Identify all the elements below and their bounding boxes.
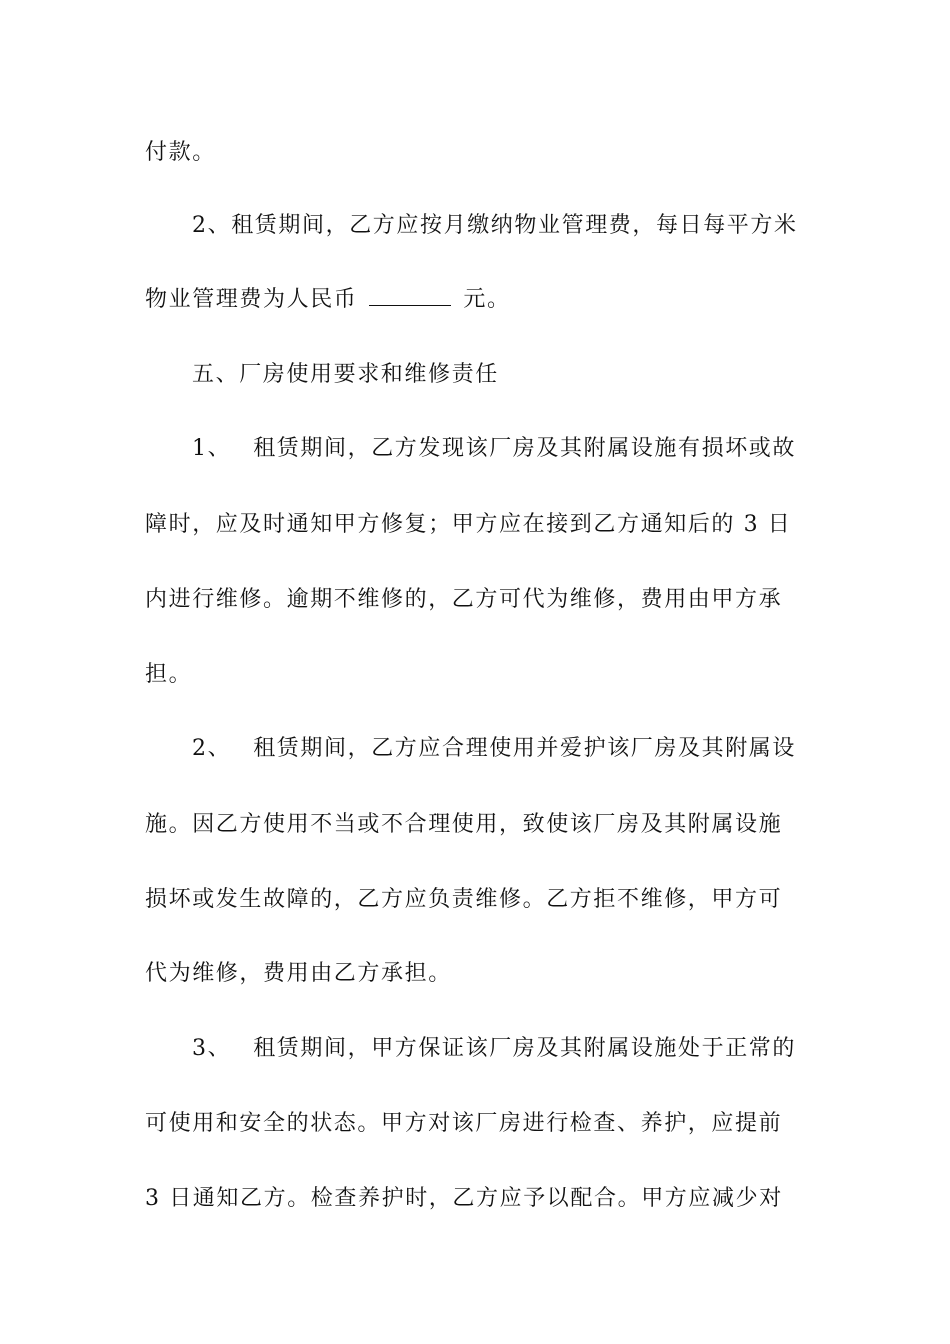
paragraph-line [145,133,810,173]
line-text: 3 日通知乙方。检查养护时，乙方应予以配合。甲方应减少对 [145,1186,783,1211]
line-text: 物业管理费为人民币 [145,287,358,312]
line-text: 担。 [145,662,193,687]
line-text: 租赁期间，乙方应合理使用并爱护该厂房及其附属设 [253,736,797,761]
line-text: 可使用和安全的状态。甲方对该厂房进行检查、养护，应提前 [145,1111,783,1136]
line-text: 施。因乙方使用不当或不合理使用，致使该厂房及其附属设施 [145,812,783,837]
paragraph-line [145,655,810,695]
paragraph-line [145,880,810,920]
item-number: 2、 [192,736,232,761]
paragraph-line [192,206,857,246]
paragraph-line [145,280,810,320]
paragraph-line [192,729,857,769]
line-text: 代为维修，费用由乙方承担。 [145,961,452,986]
paragraph-line [145,1179,810,1219]
section-heading [192,355,857,395]
line-text: 付款。 [145,140,216,165]
paragraph-line [145,580,810,620]
line-text: 租赁期间，甲方保证该厂房及其附属设施处于正常的 [253,1036,797,1061]
paragraph-line [145,805,810,845]
line-text: 租赁期间，乙方发现该厂房及其附属设施有损坏或故 [253,436,797,461]
line-text: 损坏或发生故障的，乙方应负责维修。乙方拒不维修，甲方可 [145,887,783,912]
paragraph-line [145,1104,810,1144]
paragraph-line [192,429,857,469]
line-text: 元。 [463,287,511,312]
fill-in-blank[interactable] [369,281,451,306]
heading-text: 五、厂房使用要求和维修责任 [192,362,499,387]
item-number: 3、 [192,1036,232,1061]
item-number: 1、 [192,436,232,461]
line-text: 障时，应及时通知甲方修复；甲方应在接到乙方通知后的 3 日 [145,512,792,537]
paragraph-line [145,505,810,545]
paragraph-line [192,1029,857,1069]
line-text: 内进行维修。逾期不维修的，乙方可代为维修，费用由甲方承 [145,587,783,612]
paragraph-line [145,954,810,994]
line-text: 2、租赁期间，乙方应按月缴纳物业管理费，每日每平方米 [192,213,798,238]
